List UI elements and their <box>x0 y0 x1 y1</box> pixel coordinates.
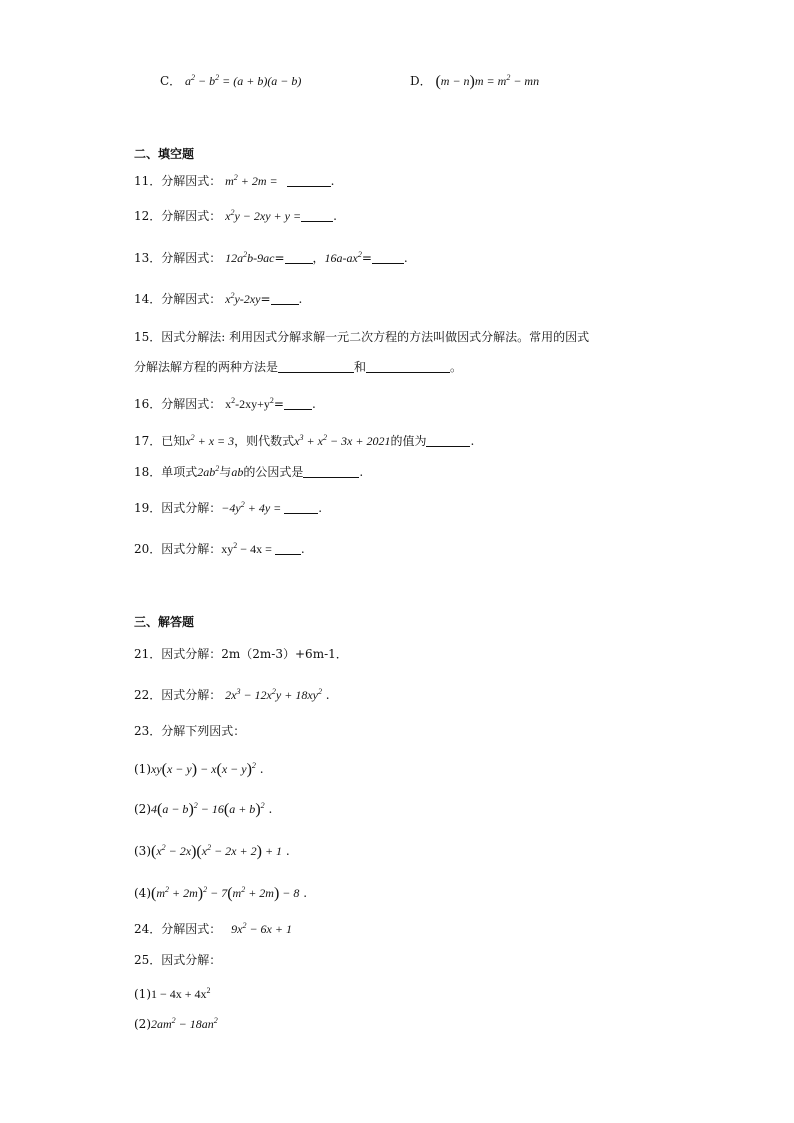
q23-part-2-label: (2) <box>134 802 151 816</box>
q14-number: 14． <box>134 292 162 306</box>
q19-formula: $-4y^2 + 4y$ = <box>221 500 285 515</box>
question-23-part-1: $(1)xy(x - y) - x(x - y)^2$ . <box>134 761 264 778</box>
q13-answer-blank-1[interactable] <box>285 251 313 264</box>
q25-text: 因式分解： <box>161 953 222 967</box>
q17-text-2: ，则代数式 <box>234 434 295 448</box>
q20-formula: $xy^2 - 4x$ = <box>221 541 275 556</box>
q24-text: 分解因式： <box>161 922 222 936</box>
q18-number: 18． <box>134 465 162 479</box>
question-19: 19．因式分解：$-4y^2 + 4y$ = . <box>134 500 323 515</box>
q15-text-1: 因式分解法: 利用因式分解求解一元二次方程的方法叫做因式分解法。常用的因式 <box>161 330 590 344</box>
q11-number: 11． <box>134 174 162 188</box>
q15-answer-blank-1[interactable] <box>278 360 354 373</box>
q25-part-1-label: (1) <box>134 987 151 1001</box>
question-20: 20．因式分解：$xy^2 - 4x$ = . <box>134 541 305 556</box>
q22-text: 因式分解： <box>161 688 222 702</box>
q20-number: 20． <box>134 542 162 556</box>
q24-number: 24． <box>134 922 162 936</box>
question-25 <box>134 951 221 969</box>
question-18: 18．单项式$2ab^2$与ab的公因式是 . <box>134 464 364 479</box>
q16-formula: $x^2-2xy+y^2$ <box>225 396 274 411</box>
q15-number: 15． <box>134 330 162 344</box>
question-11: 11．分解因式： $m^2 + 2m$ = . <box>134 173 335 188</box>
option-d-label: D． <box>410 74 432 88</box>
q15-answer-blank-2[interactable] <box>366 360 450 373</box>
q23-part-1-formula: $xy(x - y) - x(x - y)^2$ <box>151 761 256 778</box>
q13-number: 13． <box>134 251 162 265</box>
q12-answer-blank[interactable] <box>301 209 333 222</box>
question-25-part-2 <box>134 1015 218 1033</box>
q12-number: 12． <box>134 209 162 223</box>
q24-formula: $9x^2 - 6x + 1$ <box>231 921 292 936</box>
q11-text: 分解因式： <box>161 174 222 188</box>
q23-part-4-formula: $(m^2 + 2m)^2 - 7(m^2 + 2m) - 8$ <box>151 885 300 902</box>
q15-text-4: 。 <box>450 360 463 374</box>
q19-text: 因式分解： <box>161 501 222 515</box>
question-25-part-1 <box>134 985 211 1003</box>
q23-part-3-formula: $(x^2 - 2x)(x^2 - 2x + 2) + 1$ <box>151 843 283 860</box>
q13-formula-b: $16a-ax^2$ <box>324 250 362 265</box>
question-17: 17．已知$x^2 + x = 3$，则代数式$x^3 + x^2 - 3x + 2021$的值为 . <box>134 433 475 448</box>
option-c <box>160 72 301 90</box>
q18-text-3: 的公因式是 <box>243 465 304 479</box>
q13-formula-a: $12a^2b-9ac$ <box>225 250 275 265</box>
q20-text: 因式分解： <box>161 542 222 556</box>
q12-text: 分解因式： <box>161 209 222 223</box>
option-c-label: C． <box>160 74 182 88</box>
option-d-formula: $(m - n)m = m^2$ − mn <box>435 73 540 90</box>
q23-part-2-formula: $4(a - b)^2 - 16(a + b)^2$ <box>151 801 265 818</box>
q17-formula-1: $x^2 + x = 3$ <box>185 433 235 448</box>
q18-formula-2: ab <box>231 465 244 479</box>
q23-text: 分解下列因式： <box>161 724 246 738</box>
q23-part-4-label: (4) <box>134 886 151 900</box>
q25-number: 25． <box>134 953 162 967</box>
section-title-fill-in: 二、填空题 <box>134 147 195 161</box>
q11-answer-blank[interactable] <box>287 174 331 187</box>
section-title-answer: 三、解答题 <box>134 615 195 629</box>
q22-number: 22． <box>134 688 162 702</box>
question-16: 16．分解因式： $x^2-2xy+y^2=$ . <box>134 396 316 411</box>
q15-text-2: 分解法解方程的两种方法是 <box>134 360 279 374</box>
q18-text-1: 单项式 <box>161 465 198 479</box>
question-21 <box>134 645 348 663</box>
option-c-formula: $a^2 - b^2 = (a + b)(a - b)$ <box>185 73 302 88</box>
q16-text: 分解因式： <box>161 397 222 411</box>
q16-number: 16． <box>134 397 162 411</box>
q19-number: 19． <box>134 501 162 515</box>
q23-part-3-label: (3) <box>134 844 151 858</box>
question-12: 12．分解因式： $x^2y - 2xy + y$ = . <box>134 208 337 223</box>
q15-text-3: 和 <box>354 360 367 374</box>
q17-text-3: 的值为 <box>390 434 427 448</box>
q25-part-2-label: (2) <box>134 1017 151 1031</box>
q25-part-1-formula: $1 - 4x + 4x^2$ <box>151 986 211 1001</box>
q22-formula: $2x^3 - 12x^2y + 18xy^2$ <box>225 687 322 702</box>
q18-text-2: 与 <box>219 465 232 479</box>
question-23-part-3: $(3)(x^2 - 2x)(x^2 - 2x + 2) + 1$ . <box>134 843 290 860</box>
q23-number: 23． <box>134 724 162 738</box>
q12-formula: $x^2y - 2xy + y$ = <box>225 208 302 223</box>
question-15-line-2 <box>134 358 462 376</box>
question-13: 13．分解因式： $12a^2b-9ac=$ ，$16a-ax^2=$ . <box>134 250 408 265</box>
question-23-part-2: $(2)4(a - b)^2 - 16(a + b)^2$ . <box>134 801 273 818</box>
q16-answer-blank[interactable] <box>284 397 312 410</box>
q13-text: 分解因式： <box>161 251 222 265</box>
question-23 <box>134 722 245 740</box>
q17-answer-blank[interactable] <box>426 434 470 447</box>
q14-formula: $x^2y-2xy$ <box>225 291 261 306</box>
q11-formula: $m^2 + 2m$ = <box>225 173 281 188</box>
option-d <box>410 72 539 91</box>
q17-number: 17． <box>134 434 162 448</box>
q14-answer-blank[interactable] <box>271 292 299 305</box>
q17-formula-2: $x^3 + x^2 - 3x + 2021$ <box>294 433 391 448</box>
question-23-part-4: $(4)(m^2 + 2m)^2 - 7(m^2 + 2m) - 8$ . <box>134 885 308 902</box>
q20-answer-blank[interactable] <box>275 542 301 555</box>
question-24 <box>134 920 292 938</box>
question-15-line-1 <box>134 328 589 346</box>
q17-text-1: 已知 <box>161 434 186 448</box>
q18-answer-blank[interactable] <box>303 465 359 478</box>
q25-part-2-formula: $2am^2 - 18an^2$ <box>151 1016 218 1031</box>
q19-answer-blank[interactable] <box>284 501 318 514</box>
q23-part-1-label: (1) <box>134 762 151 776</box>
question-22: 22．因式分解： $2x^3 - 12x^2y + 18xy^2$ . <box>134 687 330 702</box>
question-14: 14．分解因式： $x^2y-2xy=$ . <box>134 291 303 306</box>
q18-formula-1: $2ab^2$ <box>197 464 220 479</box>
q21-text: 因式分解：2m（2m-3）+6m-1． <box>161 647 348 661</box>
q21-number: 21． <box>134 647 162 661</box>
q14-text: 分解因式： <box>161 292 222 306</box>
q13-answer-blank-2[interactable] <box>372 251 404 264</box>
